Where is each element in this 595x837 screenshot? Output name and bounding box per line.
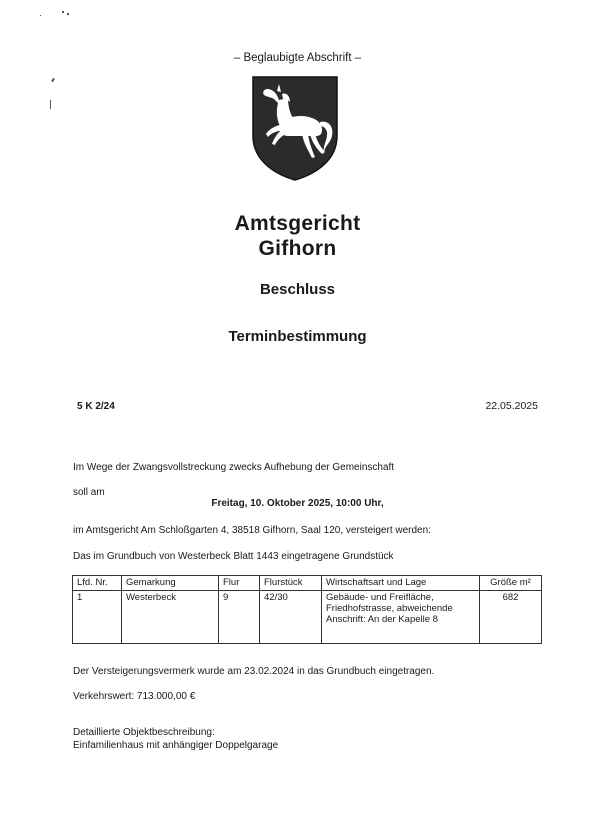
scan-speck	[67, 13, 69, 15]
column-header: Gemarkung	[122, 576, 219, 591]
hearing-date: Freitag, 10. Oktober 2025, 10:00 Uhr,	[211, 498, 384, 509]
scan-speck	[62, 11, 64, 13]
column-header: Größe m²	[480, 576, 542, 591]
column-header: Flur	[219, 576, 260, 591]
column-header: Wirtschaftsart und Lage	[322, 576, 480, 591]
scan-speck	[40, 15, 41, 16]
case-number: 5 K 2/24	[77, 401, 115, 412]
document-date: 22.05.2025	[485, 400, 538, 412]
court-name	[0, 211, 595, 261]
soll-am-text: soll am	[73, 487, 105, 498]
table-cell: 1	[73, 591, 122, 644]
table-row	[73, 591, 542, 644]
register-note: Der Versteigerungsvermerk wurde am 23.02.2024 in das Grundbuch eingetragen.	[73, 666, 435, 677]
location-paragraph: im Amtsgericht Am Schloßgarten 4, 38518 Gifhorn, Saal 120, versteigert werden:	[73, 525, 431, 536]
property-table	[72, 575, 542, 644]
column-header: Lfd. Nr.	[73, 576, 122, 591]
scan-speck	[51, 78, 55, 82]
document-type: Beschluss	[259, 281, 336, 298]
certified-copy-note: – Beglaubigte Abschrift –	[233, 52, 362, 64]
table-cell: 42/30	[260, 591, 322, 644]
table-header-row	[73, 576, 542, 591]
court-title-line: Amtsgericht	[234, 212, 361, 235]
details-text: Einfamilienhaus mit anhängiger Doppelgarage	[73, 740, 279, 751]
scan-speck	[50, 100, 51, 109]
document-subject: Terminbestimmung	[228, 328, 367, 345]
market-value: Verkehrswert: 713.000,00 €	[73, 691, 196, 702]
table-cell: Westerbeck	[122, 591, 219, 644]
details-label: Detaillierte Objektbeschreibung:	[73, 727, 215, 738]
intro-paragraph: Im Wege der Zwangsvollstreckung zwecks Aufhebung der Gemeinschaft	[73, 462, 395, 473]
column-header: Flurstück	[260, 576, 322, 591]
court-city-line: Gifhorn	[258, 237, 337, 260]
property-intro: Das im Grundbuch von Westerbeck Blatt 1443 eingetragene Grundstück	[73, 551, 394, 562]
table-cell: 682	[480, 591, 542, 644]
table-cell: 9	[219, 591, 260, 644]
lower-saxony-horse-crest-icon	[250, 74, 340, 182]
table-cell: Gebäude- und Freifläche, Friedhofstrasse, abweichende Anschrift: An der Kapelle 8	[322, 591, 480, 644]
